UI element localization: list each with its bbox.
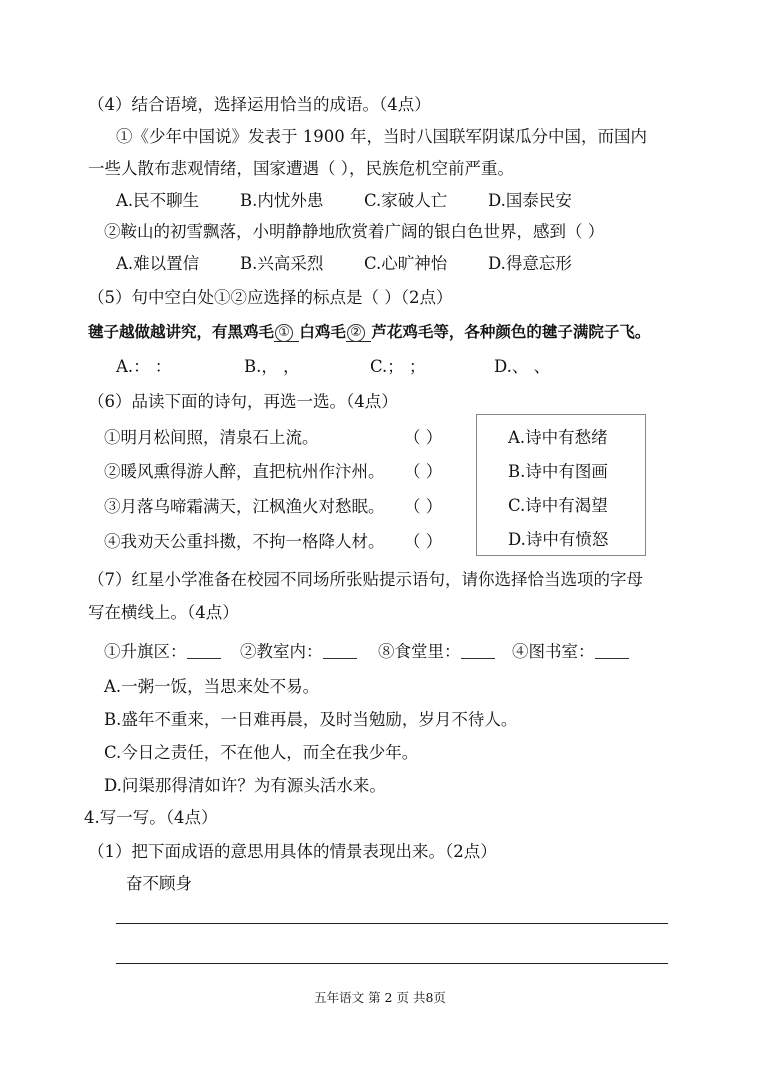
section4-sub1: （1）把下面成语的意思用具体的情景表现出来。（2点） (88, 842, 497, 861)
q7-place-4 (512, 642, 629, 662)
q6-paren-2: （ ） (404, 462, 443, 481)
q6-choice-c: C.诗中有渴望 (508, 496, 608, 515)
q6-poem-2: ②暖风熏得游人醉，直把杭州作汴州。 (104, 462, 385, 481)
q6-title: （6）品读下面的诗句，再选一选。（4点） (88, 392, 398, 411)
q7-blank-1[interactable] (187, 644, 221, 659)
q4-title: （4）结合语境，选择运用恰当的成语。（4点） (88, 95, 431, 114)
q5-sentence-part-a: 毽子越做越讲究，有黑鸡毛 (88, 323, 275, 341)
page-footer: 五年语文 第 2 页 共8页 (314, 990, 446, 1005)
q7-place-3-label: ⑧食堂里： (378, 642, 461, 661)
q4-item1-line1: ①《少年中国说》发表于 1900 年，当时八国联军阴谋瓜分中国，而国内 (116, 127, 647, 146)
q5-option-c: C.； ； (370, 357, 426, 376)
answer-line-2[interactable] (116, 963, 668, 964)
q4-item1-option-a: A.民不聊生 (116, 191, 200, 210)
q6-paren-3: （ ） (404, 497, 443, 516)
q7-option-c: C.今日之责任，不在他人，而全在我少年。 (104, 743, 419, 762)
q7-option-a: A.一粥一饭，当思来处不易。 (104, 677, 320, 696)
q6-choice-a: A.诗中有愁绪 (508, 428, 608, 447)
q5-blank-1 (274, 323, 299, 342)
q4-item2-option-d: D.得意忘形 (488, 254, 572, 273)
q5-blank-2 (346, 323, 371, 342)
q7-place-1-label: ①升旗区： (104, 642, 187, 661)
q5-sentence-part-c: 芦花鸡毛等，各种颜色的毽子满院子飞。 (371, 323, 651, 341)
q7-place-2-label: ②教室内： (240, 642, 323, 661)
q7-title-line1: （7）红星小学准备在校园不同场所张贴提示语句，请你选择恰当选项的字母 (88, 570, 643, 589)
q7-place-3 (378, 642, 495, 662)
q5-title: （5）句中空白处①②应选择的标点是（ ）（2点） (88, 288, 453, 307)
q5-mark-1: ① (275, 324, 293, 342)
q4-item2-option-a: A.难以置信 (116, 254, 200, 273)
q7-blank-4[interactable] (595, 644, 629, 659)
q4-item2-option-c: C.心旷神怡 (364, 254, 448, 273)
q6-poem-4: ④我劝天公重抖擞，不拘一格降人材。 (104, 532, 385, 551)
q7-title-line2: 写在横线上。（4点） (88, 603, 239, 622)
q6-paren-1: （ ） (404, 428, 443, 447)
section4-title: 4.写一写。（4点） (84, 808, 218, 827)
section4-idiom: 奋不顾身 (126, 874, 192, 893)
q5-sentence-part-b: 白鸡毛 (299, 323, 346, 341)
q7-place-2 (240, 642, 357, 662)
q7-option-b: B.盛年不重来，一日难再晨，及时当勉励，岁月不待人。 (104, 710, 518, 729)
q4-item1-option-d: D.国泰民安 (488, 191, 572, 210)
q5-mark-2: ② (347, 324, 365, 342)
q5-sentence (88, 322, 650, 342)
q4-item1-line2: 一些人散布悲观情绪，国家遭遇（ ），民族危机空前严重。 (88, 159, 514, 178)
q7-blank-2[interactable] (323, 644, 357, 659)
q5-option-a: A.： ： (116, 357, 172, 376)
q4-item1-option-c: C.家破人亡 (364, 191, 448, 210)
q4-item2-option-b: B.兴高采烈 (240, 254, 324, 273)
q6-choice-d: D.诗中有愤怒 (508, 530, 609, 549)
q5-option-b: B.， ， (244, 357, 300, 376)
q7-option-d: D.问渠那得清如许？为有源头活水来。 (104, 776, 386, 795)
q6-paren-4: （ ） (404, 532, 443, 551)
q6-choice-b: B.诗中有图画 (508, 462, 608, 481)
q7-place-4-label: ④图书室： (512, 642, 595, 661)
q7-blank-3[interactable] (461, 644, 495, 659)
q7-place-1 (104, 642, 221, 662)
q6-poem-1: ①明月松间照，清泉石上流。 (104, 428, 319, 447)
q5-option-d: D.、 、 (494, 357, 551, 376)
q4-item2-line: ②鞍山的初雪飘落，小明静静地欣赏着广阔的银白色世界，感到（ ） (104, 222, 605, 241)
q6-poem-3: ③月落乌啼霜满天，江枫渔火对愁眠。 (104, 497, 385, 516)
q4-item1-option-b: B.内忧外患 (240, 191, 324, 210)
answer-line-1[interactable] (116, 923, 668, 924)
